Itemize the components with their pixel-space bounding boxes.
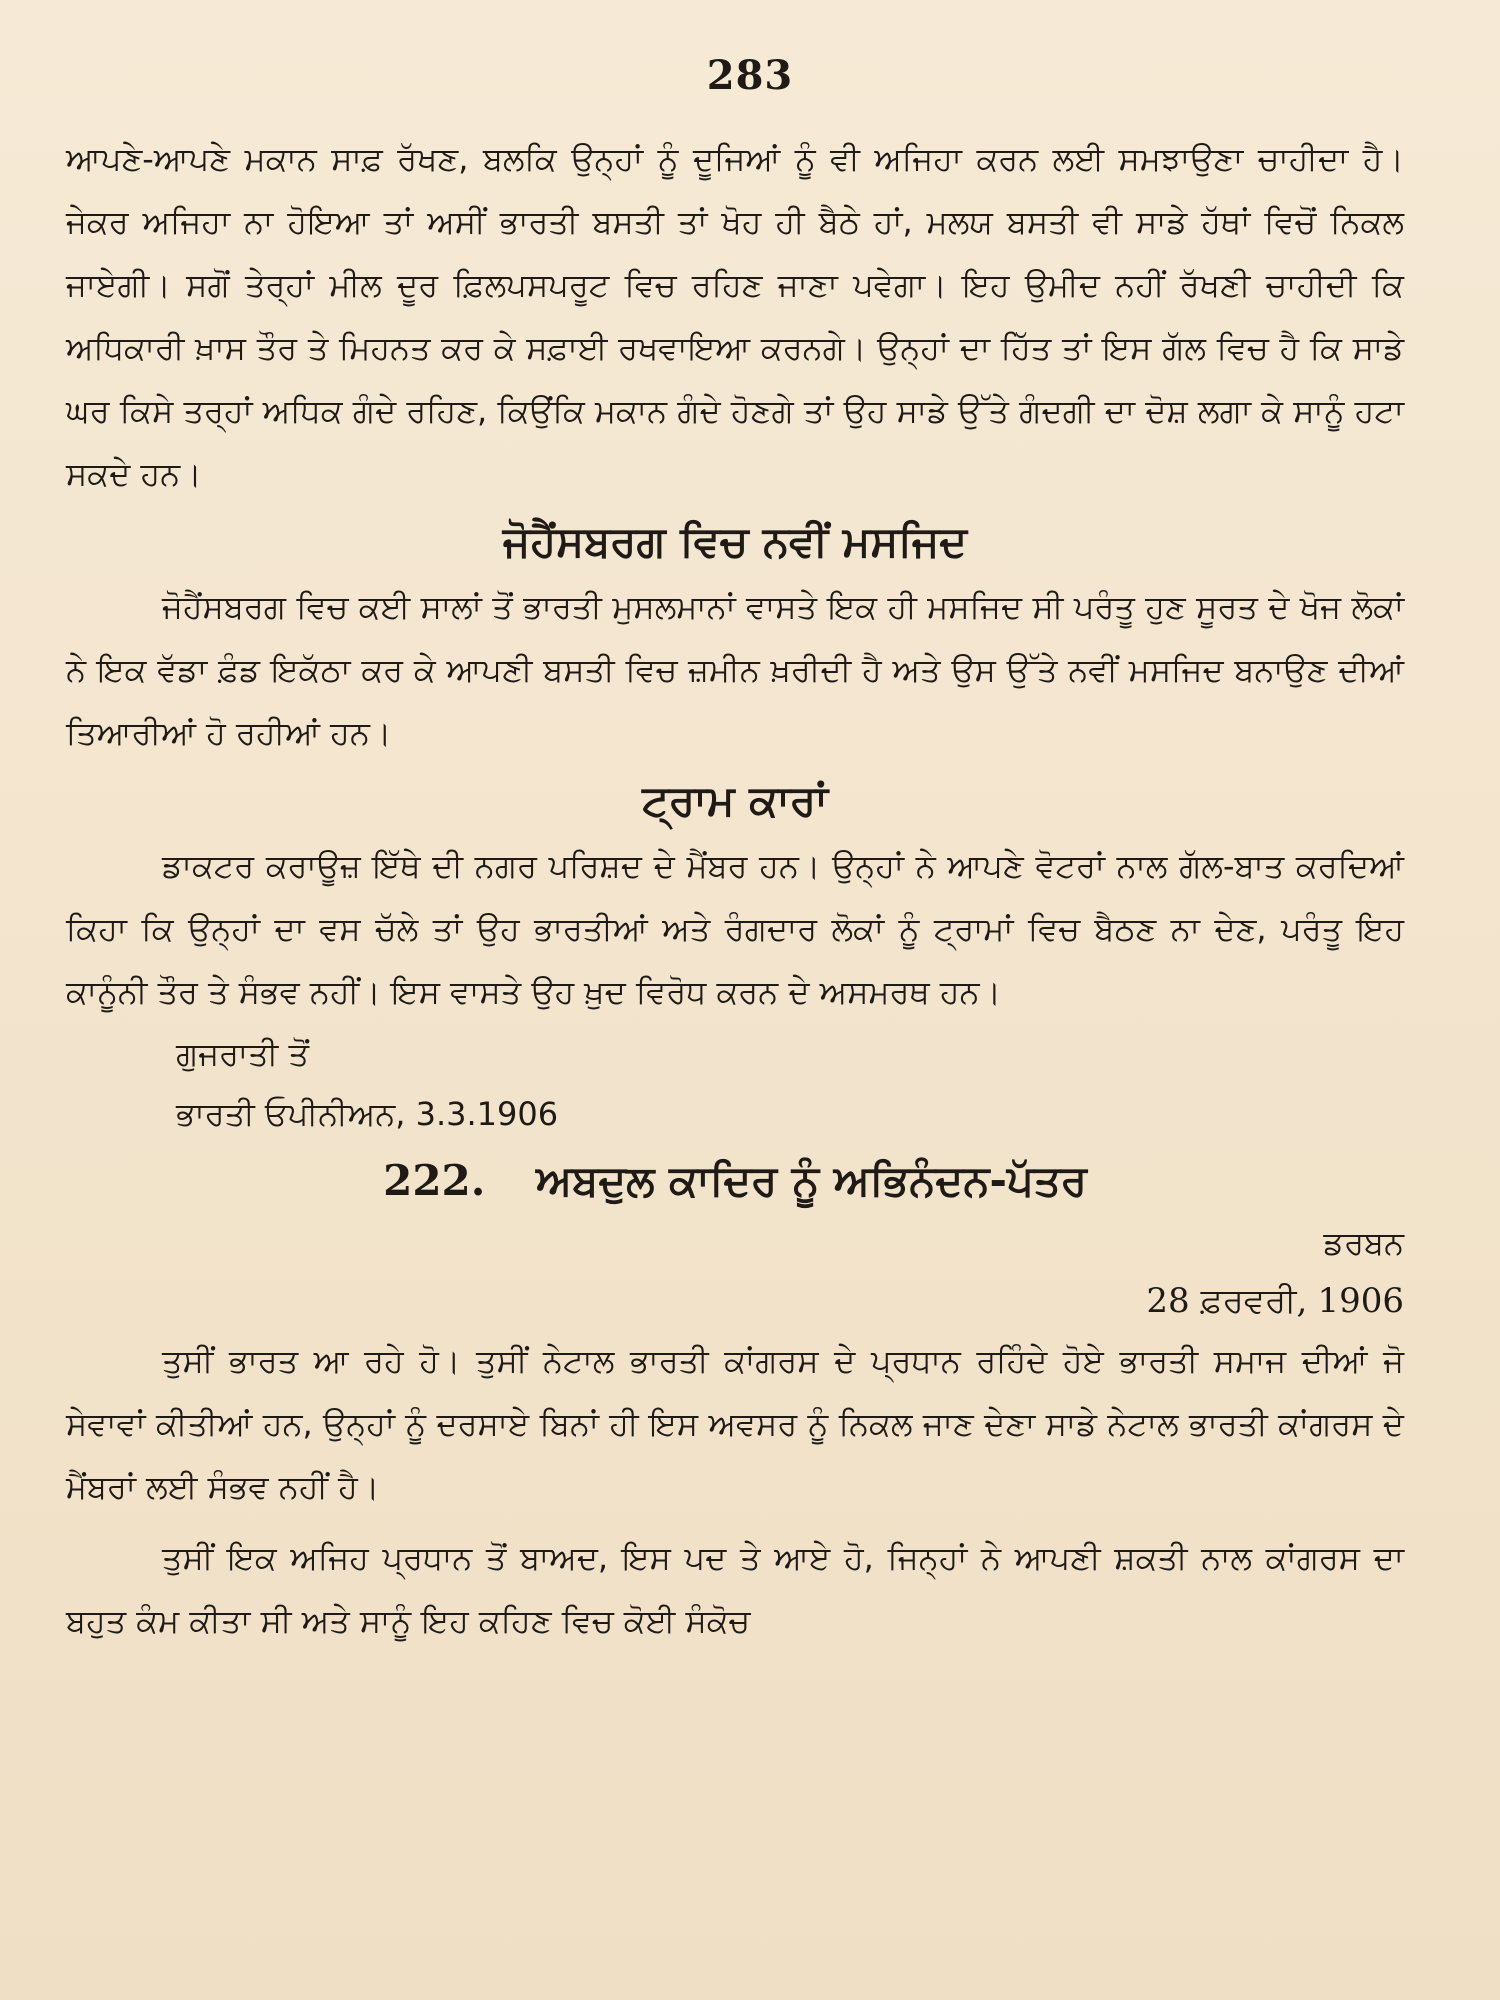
source-date: 3.3.1906	[415, 1095, 559, 1133]
page-content	[66, 128, 1404, 1653]
source-publication: ਭਾਰਤੀ ਓਪੀਨੀਅਨ,	[176, 1095, 406, 1133]
document-date-month: 28 ਫ਼ਰਵਰੀ,	[1146, 1281, 1308, 1321]
document-date-line	[66, 1272, 1404, 1330]
source-citation	[66, 1024, 1404, 1144]
document-heading	[66, 1150, 1404, 1212]
section-body-mosque: ਜੋਹੈਂਸਬਰਗ ਵਿਚ ਕਈ ਸਾਲਾਂ ਤੋਂ ਭਾਰਤੀ ਮੁਸਲਮਾਨਾਂ ਵਾਸਤੇ ਇਕ ਹੀ ਮਸਜਿਦ ਸੀ ਪਰੰਤੂ ਹੁਣ ਸੂਰਤ ਦੇ ਖੋਜ ਲੋਕਾਂ ਨੇ ਇਕ ਵੱਡਾ ਫ਼ੰਡ ਇਕੱਠਾ ਕਰ ਕੇ ਆਪਣੀ ਬਸਤੀ ਵਿਚ ਜ਼ਮੀਨ ਖ਼ਰੀਦੀ ਹੈ ਅਤੇ ਉਸ ਉੱਤੇ ਨਵੀਂ ਮਸਜਿਦ ਬਨਾਉਣ ਦੀਆਂ ਤਿਆਰੀਆਂ ਹੋ ਰਹੀਆਂ ਹਨ।	[66, 588, 1404, 752]
document-place: ਡਰਬਨ	[1323, 1224, 1404, 1262]
source-language: ਗੁਜਰਾਤੀ ਤੋਂ	[176, 1035, 309, 1073]
section-body-tram: ਡਾਕਟਰ ਕਰਾਊਜ਼ ਇੱਥੇ ਦੀ ਨਗਰ ਪਰਿਸ਼ਦ ਦੇ ਮੈਂਬਰ ਹਨ। ਉਨ੍ਹਾਂ ਨੇ ਆਪਣੇ ਵੋਟਰਾਂ ਨਾਲ ਗੱਲ-ਬਾਤ ਕਰਦਿਆਂ ਕਿਹਾ ਕਿ ਉਨ੍ਹਾਂ ਦਾ ਵਸ ਚੱਲੇ ਤਾਂ ਉਹ ਭਾਰਤੀਆਂ ਅਤੇ ਰੰਗਦਾਰ ਲੋਕਾਂ ਨੂੰ ਟ੍ਰਾਮਾਂ ਵਿਚ ਬੈਠਣ ਨਾ ਦੇਣ, ਪਰੰਤੂ ਇਹ ਕਾਨੂੰਨੀ ਤੌਰ ਤੇ ਸੰਭਵ ਨਹੀਂ। ਇਸ ਵਾਸਤੇ ਉਹ ਖ਼ੁਦ ਵਿਰੋਧ ਕਰਨ ਦੇ ਅਸਮਰਥ ਹਨ।	[66, 847, 1404, 1011]
document-paragraph-1: ਤੁਸੀਂ ਭਾਰਤ ਆ ਰਹੇ ਹੋ। ਤੁਸੀਂ ਨੇਟਾਲ ਭਾਰਤੀ ਕਾਂਗਰਸ ਦੇ ਪ੍ਰਧਾਨ ਰਹਿੰਦੇ ਹੋਏ ਭਾਰਤੀ ਸਮਾਜ ਦੀਆਂ ਜੋ ਸੇਵਾਵਾਂ ਕੀਤੀਆਂ ਹਨ, ਉਨ੍ਹਾਂ ਨੂੰ ਦਰਸਾਏ ਬਿਨਾਂ ਹੀ ਇਸ ਅਵਸਰ ਨੂੰ ਨਿਕਲ ਜਾਣ ਦੇਣਾ ਸਾਡੇ ਨੇਟਾਲ ਭਾਰਤੀ ਕਾਂਗਰਸ ਦੇ ਮੈਂਬਰਾਂ ਲਈ ਸੰਭਵ ਨਹੀਂ ਹੈ।	[66, 1342, 1404, 1506]
source-publication-line	[176, 1084, 1404, 1144]
section-heading-tram: ਟ੍ਰਾਮ ਕਾਰਾਂ	[642, 776, 828, 825]
document-date-year: 1906	[1317, 1281, 1404, 1321]
continued-paragraph: ਆਪਣੇ-ਆਪਣੇ ਮਕਾਨ ਸਾਫ਼ ਰੱਖਣ, ਬਲਕਿ ਉਨ੍ਹਾਂ ਨੂੰ ਦੂਜਿਆਂ ਨੂੰ ਵੀ ਅਜਿਹਾ ਕਰਨ ਲਈ ਸਮਝਾਉਣਾ ਚਾਹੀਦਾ ਹੈ। ਜੇਕਰ ਅਜਿਹਾ ਨਾ ਹੋਇਆ ਤਾਂ ਅਸੀਂ ਭਾਰਤੀ ਬਸਤੀ ਤਾਂ ਖੋਹ ਹੀ ਬੈਠੇ ਹਾਂ, ਮਲਯ ਬਸਤੀ ਵੀ ਸਾਡੇ ਹੱਥਾਂ ਵਿਚੋਂ ਨਿਕਲ ਜਾਏਗੀ। ਸਗੋਂ ਤੇਰ੍ਹਾਂ ਮੀਲ ਦੂਰ ਫ਼ਿਲਪਸਪਰੂਟ ਵਿਚ ਰਹਿਣ ਜਾਣਾ ਪਵੇਗਾ। ਇਹ ਉਮੀਦ ਨਹੀਂ ਰੱਖਣੀ ਚਾਹੀਦੀ ਕਿ ਅਧਿਕਾਰੀ ਖ਼ਾਸ ਤੌਰ ਤੇ ਮਿਹਨਤ ਕਰ ਕੇ ਸਫ਼ਾਈ ਰਖਵਾਇਆ ਕਰਨਗੇ। ਉਨ੍ਹਾਂ ਦਾ ਹਿੱਤ ਤਾਂ ਇਸ ਗੱਲ ਵਿਚ ਹੈ ਕਿ ਸਾਡੇ ਘਰ ਕਿਸੇ ਤਰ੍ਹਾਂ ਅਧਿਕ ਗੰਦੇ ਰਹਿਣ, ਕਿਉਂਕਿ ਮਕਾਨ ਗੰਦੇ ਹੋਣਗੇ ਤਾਂ ਉਹ ਸਾਡੇ ਉੱਤੇ ਗੰਦਗੀ ਦਾ ਦੋਸ਼ ਲਗਾ ਕੇ ਸਾਨੂੰ ਹਟਾ ਸਕਦੇ ਹਨ।	[66, 140, 1404, 493]
section-heading-mosque: ਜੋਹੈਂਸਬਰਗ ਵਿਚ ਨਵੀਂ ਮਸਜਿਦ	[502, 517, 968, 566]
paragraph-gap	[66, 1519, 1404, 1527]
document-title: ਅਬਦੁਲ ਕਾਦਿਰ ਨੂੰ ਅਭਿਨੰਦਨ-ਪੱਤਰ	[536, 1156, 1087, 1205]
page-number: 283	[706, 52, 794, 99]
document-paragraph-2: ਤੁਸੀਂ ਇਕ ਅਜਿਹ ਪ੍ਰਧਾਨ ਤੋਂ ਬਾਅਦ, ਇਸ ਪਦ ਤੇ ਆਏ ਹੋ, ਜਿਨ੍ਹਾਂ ਨੇ ਆਪਣੀ ਸ਼ਕਤੀ ਨਾਲ ਕਾਂਗਰਸ ਦਾ ਬਹੁਤ ਕੰਮ ਕੀਤਾ ਸੀ ਅਤੇ ਸਾਨੂੰ ਇਹ ਕਹਿਣ ਵਿਚ ਕੋਈ ਸੰਕੋਚ	[66, 1539, 1404, 1640]
document-number: 222.	[383, 1156, 486, 1205]
